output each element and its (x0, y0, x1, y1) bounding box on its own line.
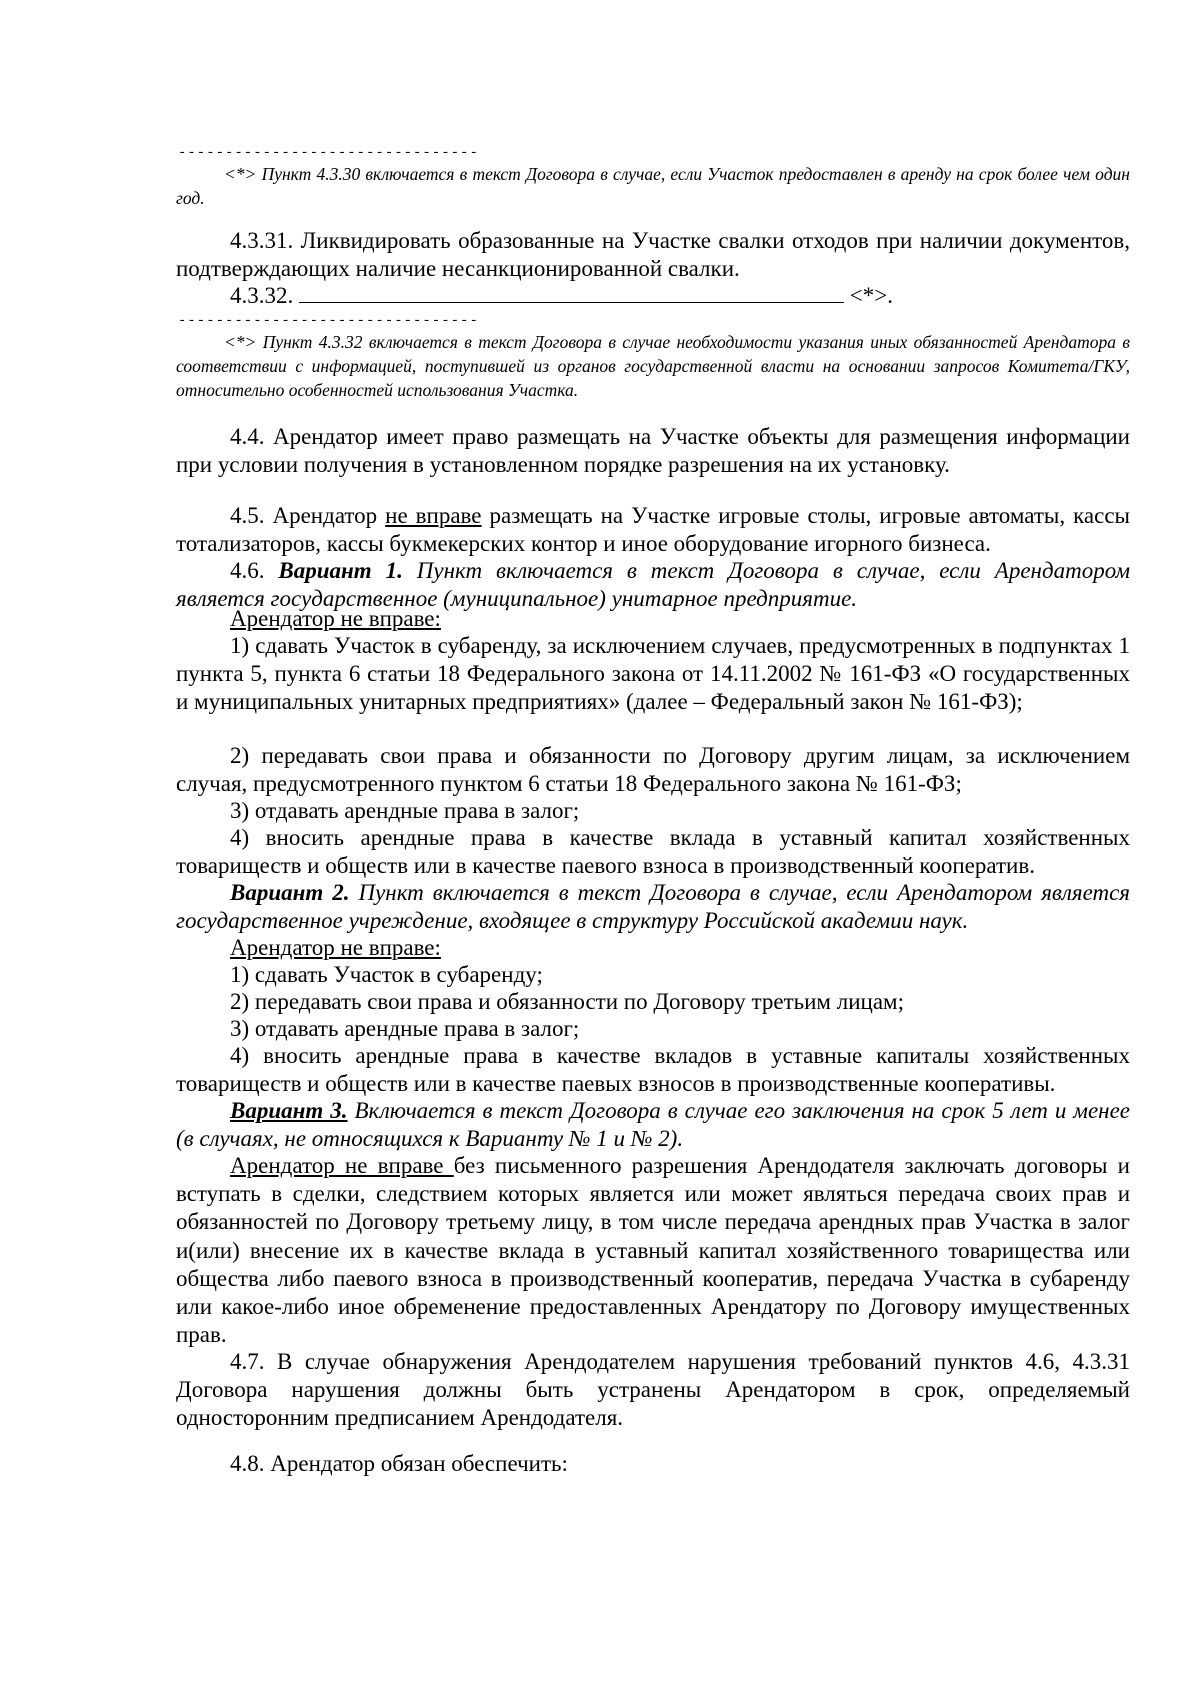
variant-3 (176, 1097, 1130, 1153)
v2-item-4: 4) вносить арендные права в качестве вкладов в уставные капиталы хозяйственных товариществ и обществ или в качестве паевых взносов в производственные кооперативы. (176, 1043, 1130, 1097)
v1-item-3: 3) отдавать арендные права в залог; (230, 798, 580, 823)
footnote-marker: <*>. (849, 283, 893, 308)
paragraph-4-4: 4.4. Арендатор имеет право размещать на Участке объекты для размещения информации при условии получения в установленном порядке разрешения на их установку. (176, 424, 1130, 478)
v3-body (176, 1152, 1130, 1349)
v3-underlined: Арендатор не вправе (230, 1153, 454, 1178)
p45-start: 4.5. Арендатор (230, 503, 386, 528)
paragraph-4-7: 4.7. В случае обнаружения Арендодателем нарушения требований пунктов 4.6, 4.3.31 Договора нарушения должны быть устранены Арендатором в срок, определяемый односторонним предписанием Арендодателя. (176, 1349, 1130, 1431)
v2-heading: Арендатор не вправе: (230, 935, 441, 960)
v1-item-4: 4) вносить арендные права в качестве вклада в уставный капитал хозяйственных товариществ и обществ или в качестве паевого взноса в производственный кооператив. (176, 825, 1130, 879)
footnote-separator-2: -------------------------------- (178, 313, 479, 329)
p45-underlined: не вправе (385, 503, 482, 528)
v1-item-2: 2) передавать свои права и обязанности по Договору другим лицам, за исключением случая, предусмотренного пунктом 6 статьи 18 Федерального закона № 161-ФЗ; (176, 743, 1130, 797)
fill-in-blank (299, 282, 844, 303)
v2-item-2: 2) передавать свои права и обязанности по Договору третьим лицам; (230, 989, 904, 1014)
footnote-separator: -------------------------------- (178, 145, 479, 161)
variant-1-label: Вариант 1. (278, 558, 403, 583)
variant-1-text: Пункт включается в текст Договора в случае, если Арендатором является государственное (муниципальное) унитарное предприятие. (176, 558, 1130, 612)
p46-number: 4.6. (230, 558, 279, 583)
paragraph-4-3-32-number: 4.3.32. (230, 283, 294, 308)
footnote-4332: <*> Пункт 4.3.32 включается в текст Договора в случае необходимости указания иных обязанностей Арендатора в соответствии с информацией, поступившей из органов государственной власти на основании запросов Комитета/ГКУ, относительно особенностей использования Участка. (176, 332, 1130, 400)
variant-2-label: Вариант 2. (230, 880, 350, 905)
p45-rest: размещать на Участке игровые столы, игровые автоматы, кассы тотализаторов, кассы букмекерских контор и иное оборудование игорного бизнеса. (176, 503, 1130, 557)
v2-item-1: 1) сдавать Участок в субаренду; (230, 962, 543, 987)
v1-item-1: 1) сдавать Участок в субаренду, за исключением случаев, предусмотренных в подпунктах 1 пункта 5, пункта 6 статьи 18 Федерального закона от 14.11.2002 № 161-ФЗ «О государственных и муниципальных унитарных предприятиях» (далее – Федеральный закон № 161-ФЗ); (176, 633, 1130, 715)
paragraph-4-3-32 (230, 282, 1184, 310)
v2-item-3: 3) отдавать арендные права в залог; (230, 1016, 580, 1041)
v3-text: без письменного разрешения Арендодателя заключать договоры и вступать в сделки, следствием которых является или может являться передача своих прав и обязанностей по Договору третьему лицу, в том числе передача арендных прав Участка в залог и(или) внесение их в качестве вклада в уставный капитал хозяйственного товарищества или общества либо паевого взноса в производственный кооператив, передача Участка в субаренду или какое-либо иное обременение предоставленных Арендатору по Договору имущественных прав. (176, 1153, 1130, 1348)
footnote-4330: <*> Пункт 4.3.30 включается в текст Договора в случае, если Участок предоставлен в аренду на срок более чем один год. (176, 164, 1130, 208)
variant-2-text: Пункт включается в текст Договора в случае, если Арендатором является государственное учреждение, входящее в структуру Российской академии наук. (176, 880, 1131, 934)
variant-3-text: Включается в текст Договора в случае его заключения на срок 5 лет и менее (в случаях, не относящихся к Варианту № 1 и № 2). (176, 1098, 1130, 1152)
paragraph-4-8: 4.8. Арендатор обязан обеспечить: (230, 1451, 568, 1476)
paragraph-4-5 (176, 502, 1130, 558)
v1-heading: Арендатор не вправе: (230, 606, 441, 631)
variant-2 (176, 879, 1130, 935)
variant-3-label: Вариант 3. (230, 1098, 348, 1123)
paragraph-4-3-31: 4.3.31. Ликвидировать образованные на Участке свалки отходов при наличии документов, подтверждающих наличие несанкционированной свалки. (176, 228, 1130, 282)
